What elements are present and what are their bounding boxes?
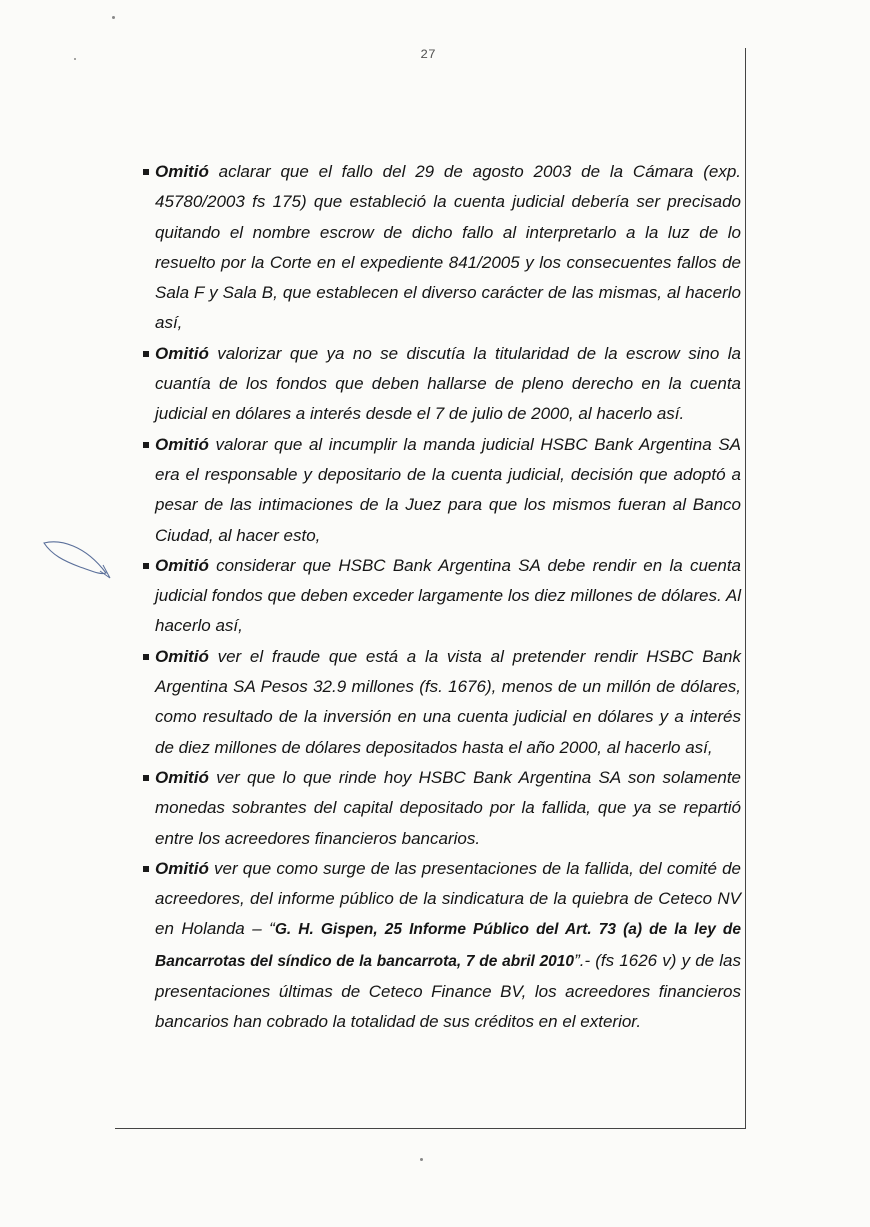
- item-text: ver el fraude que está a la vista al pretender rendir HSBC Bank Argentina SA Pesos 32.9 millones (fs. 1676), menos de un millón de dólares, como resultado de la inversión en una cuenta judicial en dólares y a interés de diez millones de dólares depositados hasta el año 2000, al hacerlo así,: [155, 646, 741, 757]
- item-text: valorar que al incumplir la manda judicial HSBC Bank Argentina SA era el responsable y depositario de la cuenta judicial, decisión que adoptó a pesar de las intimaciones de la Juez para que los mismos fueran al Banco Ciudad, al hacer esto,: [155, 434, 741, 545]
- page-number: 27: [420, 47, 436, 62]
- handwritten-mark-icon: [40, 535, 115, 585]
- bullet-icon: [143, 169, 149, 175]
- bottom-rule: [115, 1128, 746, 1129]
- bullet-icon: [143, 654, 149, 660]
- list-item: [141, 642, 741, 763]
- item-text: considerar que HSBC Bank Argentina SA debe rendir en la cuenta judicial fondos que deben exceder largamente los diez millones de dólares. Al hacerlo así,: [155, 555, 741, 636]
- item-keyword: Omitió: [155, 646, 209, 666]
- item-text: valorizar que ya no se discutía la titularidad de la escrow sino la cuantía de los fondos que deben hallarse de pleno derecho en la cuenta judicial en dólares a interés desde el 7 de julio de 2000, al hacerlo así.: [155, 343, 741, 424]
- item-keyword: Omitió: [155, 434, 209, 454]
- bullet-icon: [143, 866, 149, 872]
- item-text: ”.- (fs 1626 v) y de las presentaciones últimas de Ceteco Finance BV, los acreedores financieros bancarios han cobrado la totalidad de sus créditos en el exterior.: [155, 950, 742, 1032]
- item-keyword: Omitió: [155, 858, 209, 878]
- omission-list: [141, 157, 741, 1038]
- list-item: [141, 551, 741, 642]
- list-item: [141, 157, 741, 339]
- bullet-icon: [143, 351, 149, 357]
- item-text: ver que lo que rinde hoy HSBC Bank Argentina SA son solamente monedas sobrantes del capital depositado por la fallida, que ya se repartió entre los acreedores financieros bancarios.: [155, 767, 741, 848]
- item-keyword: Omitió: [155, 767, 209, 787]
- list-item: [141, 763, 741, 854]
- scan-speck: [420, 1158, 423, 1161]
- report-reference: G. H. Gispen, 25 Informe Público del Art. 73 (a) de la ley de Bancarrotas del síndico de la bancarrota, 7 de abril 2010: [155, 921, 741, 970]
- item-text: ver que como surge de las presentaciones de la fallida, del comité de acreedores, del informe público de la sindicatura de la quiebra de Ceteco NV en Holanda – “: [155, 858, 741, 939]
- item-keyword: Omitió: [155, 162, 209, 181]
- scan-speck: [74, 58, 76, 60]
- item-keyword: Omitió: [155, 555, 209, 575]
- bullet-icon: [143, 563, 149, 569]
- bullet-icon: [143, 442, 149, 448]
- list-item: [141, 854, 741, 1038]
- scan-speck: [112, 16, 115, 19]
- right-margin-rule: [745, 48, 746, 1128]
- item-keyword: Omitió: [155, 343, 209, 363]
- list-item: [141, 430, 741, 551]
- list-item: [141, 339, 741, 430]
- item-text: aclarar que el fallo del 29 de agosto 2003 de la Cámara (exp. 45780/2003 fs 175) que estableció la cuenta judicial debería ser precisado quitando el nombre escrow de dicho fallo al interpretarlo a la luz de lo resuelto por la Corte en el expediente 841/2005 y los consecuentes fallos de Sala F y Sala B, que establecen el diverso carácter de las mismas, al hacerlo así,: [155, 162, 741, 333]
- bullet-icon: [143, 775, 149, 781]
